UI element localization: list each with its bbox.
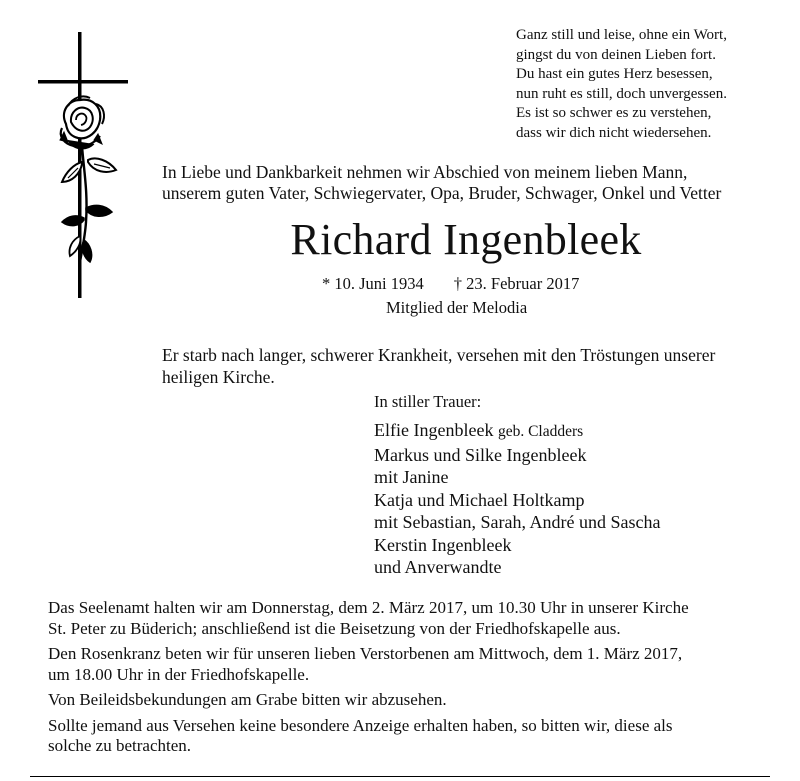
note-line: St. Peter zu Büderich; anschließend ist die Beisetzung von der Friedhofskapelle aus.	[48, 618, 621, 638]
poem	[516, 26, 786, 143]
mourner-name: Elfie Ingenbleek	[374, 420, 494, 440]
poem-line: Es ist so schwer es zu verstehen,	[516, 105, 712, 121]
mourners-label: In stiller Trauer:	[374, 392, 482, 411]
death-note-line: heiligen Kirche.	[162, 367, 275, 387]
poem-line: Ganz still und leise, ohne ein Wort,	[516, 27, 727, 43]
life-dates	[322, 274, 579, 294]
poem-line: gingst du von deinen Lieben fort.	[516, 46, 716, 63]
death-date: † 23. Februar 2017	[453, 274, 580, 293]
intro-line: unserem guten Vater, Schwiegervater, Opa, Bruder, Schwager, Onkel und Vetter	[162, 183, 722, 203]
requiem-note	[48, 598, 778, 639]
poem-line: nun ruht es still, doch unvergessen.	[516, 85, 727, 102]
condolence-note	[48, 690, 778, 711]
membership: Mitglied der Melodia	[386, 298, 528, 317]
mourner-line: Katja und Michael Holtkamp	[374, 489, 585, 510]
notice-note	[48, 716, 778, 757]
note-line: um 18.00 Uhr in der Friedhofskapelle.	[48, 664, 310, 684]
mourner-line: Kerstin Ingenbleek	[374, 534, 512, 555]
mourner-line: mit Sebastian, Sarah, André und Sascha	[374, 512, 661, 532]
mourner-line: mit Janine	[374, 467, 449, 487]
intro-line: In Liebe und Dankbarkeit nehmen wir Abschied von meinem lieben Mann,	[162, 162, 688, 182]
mourner-line	[374, 419, 660, 444]
note-line: Das Seelenamt halten wir am Donnerstag, dem 2. März 2017, um 10.30 Uhr in unserer Kirche	[48, 598, 689, 617]
mourner-line: Markus und Silke Ingenbleek	[374, 444, 587, 465]
maiden-name: geb. Cladders	[497, 423, 584, 440]
note-line: Sollte jemand aus Versehen keine besondere Anzeige erhalten haben, so bitten wir, diese als	[48, 715, 673, 735]
note-line: solche zu betrachten.	[48, 736, 192, 755]
poem-line: dass wir dich nicht wiedersehen.	[516, 124, 712, 141]
death-note	[162, 344, 715, 388]
note-line: Den Rosenkranz beten wir für unseren lieben Verstorbenen am Mittwoch, dem 1. März 2017,	[48, 644, 683, 663]
note-line: Von Beileidsbekundungen am Grabe bitten wir abzusehen.	[48, 690, 447, 709]
bottom-rule	[30, 776, 770, 777]
service-notes	[48, 598, 778, 762]
birth-date: * 10. Juni 1934	[322, 274, 424, 293]
mourners-list	[374, 419, 660, 579]
poem-line: Du hast ein gutes Herz besessen,	[516, 66, 713, 82]
deceased-name: Richard Ingenbleek	[290, 215, 642, 264]
farewell-intro	[162, 162, 721, 204]
rosary-note	[48, 644, 778, 685]
mourner-line: und Anverwandte	[374, 557, 502, 577]
death-note-line: Er starb nach langer, schwerer Krankheit, versehen mit den Tröstungen unserer	[162, 345, 716, 365]
